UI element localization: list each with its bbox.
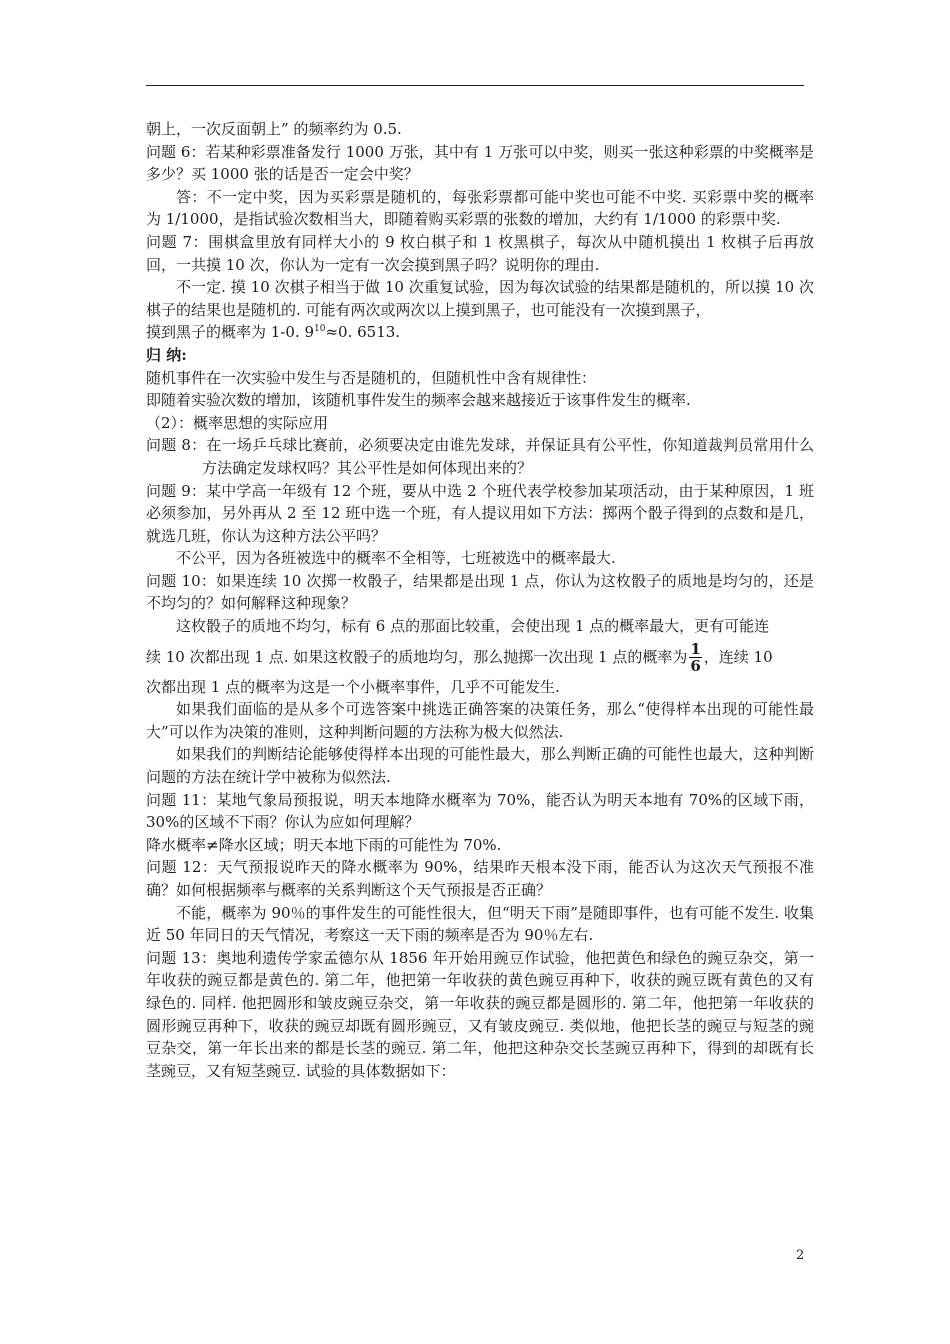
formula-text: 摸到黑子的概率为 1-0. 9 [146,323,315,342]
document-body [146,118,814,1082]
paragraph-likelihood: 如果我们的判断结论能够使得样本出现的可能性最大，那么判断正确的可能性也最大，这种判断问题的方法在统计学中被称为似然法. [146,745,814,787]
question-8: 问题 8：在一场乒乓球比赛前，必须要决定由谁先发球，并保证具有公平性，你知道裁判员常用什么方法确定发球权吗？其公平性是如何体现出来的？ [146,436,814,477]
header-rule [146,85,804,86]
section-subheading: （2）：概率思想的实际应用 [146,413,329,432]
summary-line-2: 即随着实验次数的增加，该随机事件发生的频率会越来越接近于该事件发生的概率. [146,391,691,410]
summary-line-1: 随机事件在一次实验中发生与否是随机的，但随机性中含有规律性： [146,368,597,387]
question-10: 问题 10：如果连续 10 次掷一枚骰子，结果都是出现 1 点，你认为这枚骰子的质地是均匀的，还是不均匀的？如何解释这种现象？ [146,571,814,613]
answer-11: 降水概率≠降水区域；明天本地下雨的可能性为 70%. [146,835,502,854]
answer-10-line-2 [146,638,814,676]
fraction-denominator: 6 [690,657,701,676]
fraction-one-sixth [689,641,701,674]
answer-6: 答：不一定中奖，因为买彩票是随机的，每张彩票都可能中奖也可能不中奖. 买彩票中奖的概率为 1/1000，是指试验次数相当大，即随着购买彩票的张数的增加，大约有 1/1000 的彩票中奖. [146,187,814,229]
question-6: 问题 6：若某种彩票准备发行 1000 万张，其中有 1 万张可以中奖，则买一张这种彩票的中奖概率是多少？买 1000 张的话是否一定会中奖？ [146,142,814,184]
section-heading-summary: 归 纳: [146,345,187,364]
question-12: 问题 12：天气预报说昨天的降水概率为 90%，结果昨天根本没下雨，能否认为这次天气预报不准确？如何根据频率与概率的关系判断这个天气预报是否正确？ [146,858,814,899]
answer-10-line-3: 次都出现 1 点的概率为这是一个小概率事件，几乎不可能发生. [146,677,560,696]
question-9: 问题 9：某中学高一年级有 12 个班，要从中选 2 个班代表学校参加某项活动，由于某种原因，1 班必须参加，另外再从 2 至 12 班中选一个班，有人提议用如下方法：掷两个骰子得到的点数和是几，就选几班，你认为这种方法公平吗？ [146,481,814,545]
question-13: 问题 13：奥地利遗传学家孟德尔从 1856 年开始用豌豆作试验，他把黄色和绿色的豌豆杂交，第一年收获的豌豆都是黄色的. 第二年，他把第一年收获的黄色豌豆再种下，收获的豌豆既有黄色的又有绿色的. 同样. 他把圆形和皱皮豌豆杂交，第一年收获的豌豆都是圆形的. 第二年，他把第一年收获的圆形豌豆再种下，收获的豌豆却既有圆形豌豆，又有皱皮豌豆. 类似地，他把长茎的豌豆与短茎的豌豆杂交，第一年长出来的都是长茎的豌豆. 第二年，他把这种杂交长茎豌豆再种下，得到的却既有长茎豌豆，又有短茎豌豆. 试验的具体数据如下： [146,948,814,1080]
answer-12: 不能，概率为 90％的事件发生的可能性很大，但“明天下雨”是随即事件，也有可能不发生. 收集近 50 年同日的天气情况，考察这一天下雨的频率是否为 90％左右. [146,903,814,945]
answer-7-formula [146,321,814,344]
page-number: 2 [796,1248,805,1263]
question-11: 问题 11：某地气象局预报说，明天本地降水概率为 70%，能否认为明天本地有 70%的区域下雨，30%的区域不下雨？你认为应如何理解？ [146,790,814,832]
answer-10-line-1: 这枚骰子的质地不均匀，标有 6 点的那面比较重，会使出现 1 点的概率最大，更有可能连 [176,617,770,636]
answer-7: 不一定. 摸 10 次棋子相当于做 10 次重复试验，因为每次试验的结果都是随机的，所以摸 10 次棋子的结果也是随机的. 可能有两次或两次以上摸到黑子，也可能没有一次摸到黑子， [146,278,814,319]
answer-10-text-a: 续 10 次都出现 1 点. 如果这枚骰子的质地均匀，那么抛掷一次出现 1 点的概率为 [146,647,688,666]
formula-exponent: 10 [314,324,326,335]
answer-10-text-b: ，连续 10 [703,647,773,666]
fraction-numerator: 1 [690,640,701,659]
question-7: 问题 7：围棋盒里放有同样大小的 9 枚白棋子和 1 枚黑棋子，每次从中随机摸出 1 枚棋子后再放回，一共摸 10 次，你认为一定有一次会摸到黑子吗？说明你的理由. [146,232,814,274]
paragraph: 朝上，一次反面朝上” 的频率约为 0.5. [146,120,402,138]
answer-9: 不公平，因为各班被选中的概率不全相等，七班被选中的概率最大. [176,549,616,568]
paragraph-max-likelihood: 如果我们面临的是从多个可选答案中挑选正确答案的决策任务，那么“使得样本出现的可能性最大”可以作为决策的准则，这种判断问题的方法称为极大似然法. [146,700,814,741]
formula-result: ≈0. 6513. [325,323,401,342]
